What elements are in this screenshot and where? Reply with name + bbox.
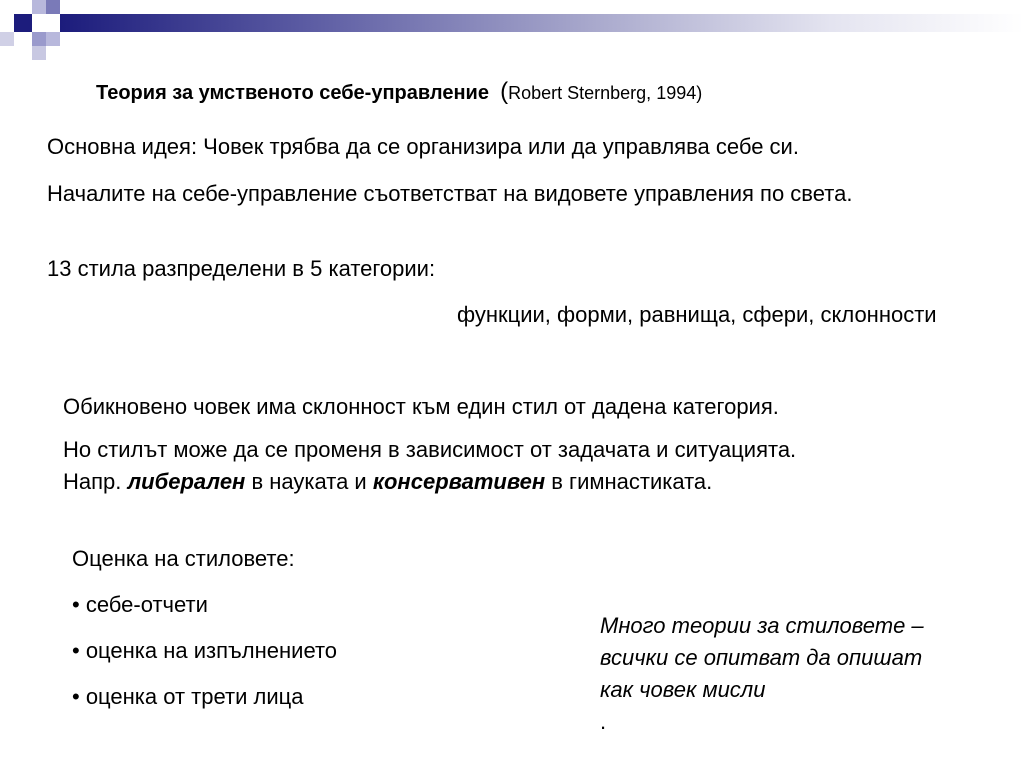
change-text: Но стилът може да се променя в зависимост от задачата и ситуацията. [63,437,797,462]
slide-title [96,78,702,106]
example-conservative: консервативен [372,469,546,494]
categories-text: функции, форми, равнища, сфери, склонности [457,302,937,327]
example-liberal: либерален [127,469,246,494]
decor-square-icon [14,14,32,32]
note-line: Много теории за стиловете – [600,613,924,638]
assessment-item: • оценка от трети лица [72,684,304,709]
title-main: Теория за умственото себе-управление [96,82,489,104]
example-text [63,469,712,495]
decor-square-icon [32,32,46,46]
title-paren: ( [500,78,509,105]
decorative-header-band [0,0,1024,60]
main-idea-text: Основна идея: Човек трябва да се организира или да управлява себе си. [47,134,799,159]
decor-square-icon [0,32,14,46]
decor-square-icon [32,0,46,14]
assessment-item: • оценка на изпълнението [72,638,338,663]
title-citation: Robert Sternberg, 1994) [508,83,703,103]
example-middle: в науката и [245,469,373,494]
styles-intro-text: 13 стила разпределени в 5 категории: [47,256,436,281]
example-prefix: Напр. [63,469,128,494]
tendency-text: Обикновено човек има склонност към един стил от дадена категория. [63,394,779,419]
note-line: всички се опитват да опишат [600,645,923,670]
example-suffix: в гимнастиката. [545,469,713,494]
header-gradient-bar [60,14,1024,32]
assessment-item: • себе-отчети [72,592,208,617]
theories-note [600,610,1000,738]
note-line-text: как човек мисли [600,677,766,702]
decor-square-icon [46,0,60,14]
note-period: . [600,709,607,734]
correspondence-text: Началите на себе-управление съответстват на видовете управления по света. [47,181,853,206]
decor-square-icon [32,46,46,60]
decor-square-icon [46,32,60,46]
note-line-last [600,674,1000,738]
assessment-heading: Оценка на стиловете: [72,546,295,571]
